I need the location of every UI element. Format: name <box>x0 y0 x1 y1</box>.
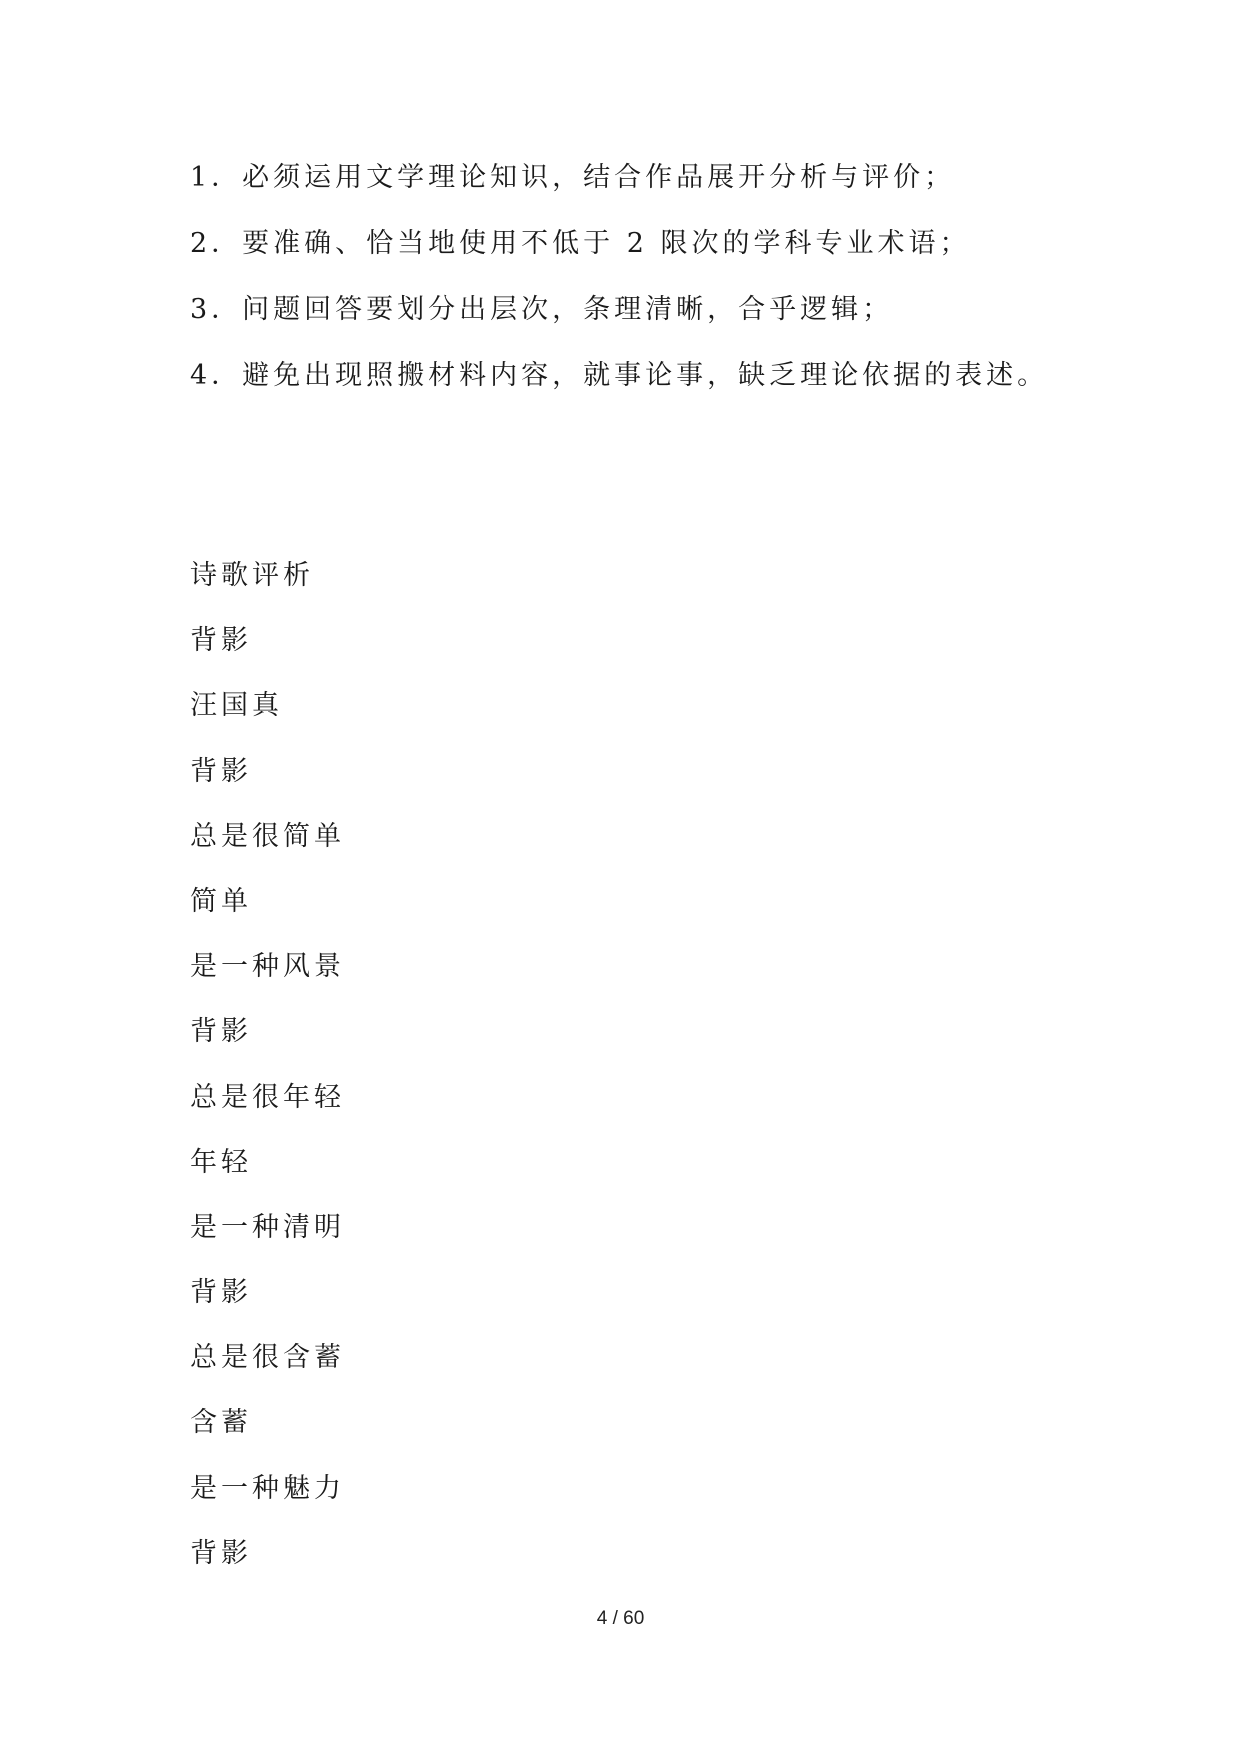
poem-author: 汪国真 <box>190 690 283 722</box>
poem-line: 总是很年轻 <box>190 1081 345 1113</box>
page-number: 4 / 60 <box>596 1608 645 1629</box>
poem-line: 年轻 <box>190 1146 252 1178</box>
section-heading: 诗歌评析 <box>190 560 314 591</box>
requirement-item: 4．避免出现照搬材料内容，就事论事，缺乏理论依据的表述。 <box>190 360 1049 391</box>
poem-line: 背影 <box>190 755 252 787</box>
poem-line: 背影 <box>190 1277 252 1309</box>
poem-title: 背影 <box>190 625 252 657</box>
requirement-item: 2．要准确、恰当地使用不低于 2 限次的学科专业术语； <box>190 228 971 259</box>
requirement-item: 1．必须运用文学理论知识，结合作品展开分析与评价； <box>190 162 956 193</box>
poem-section <box>190 556 990 1599</box>
requirement-item: 3．问题回答要划分出层次，条理清晰，合乎逻辑； <box>190 294 894 325</box>
poem-line: 背影 <box>190 1016 252 1048</box>
poem-line: 总是很简单 <box>190 820 345 852</box>
poem-line: 背影 <box>190 1537 252 1569</box>
poem-line: 是一种风景 <box>190 951 345 983</box>
poem-line: 简单 <box>190 885 252 917</box>
poem-line: 是一种魅力 <box>190 1472 345 1504</box>
requirements-list <box>190 158 1150 422</box>
poem-line: 含蓄 <box>190 1407 252 1439</box>
poem-line: 总是很含蓄 <box>190 1342 345 1374</box>
poem-line: 是一种清明 <box>190 1211 345 1243</box>
